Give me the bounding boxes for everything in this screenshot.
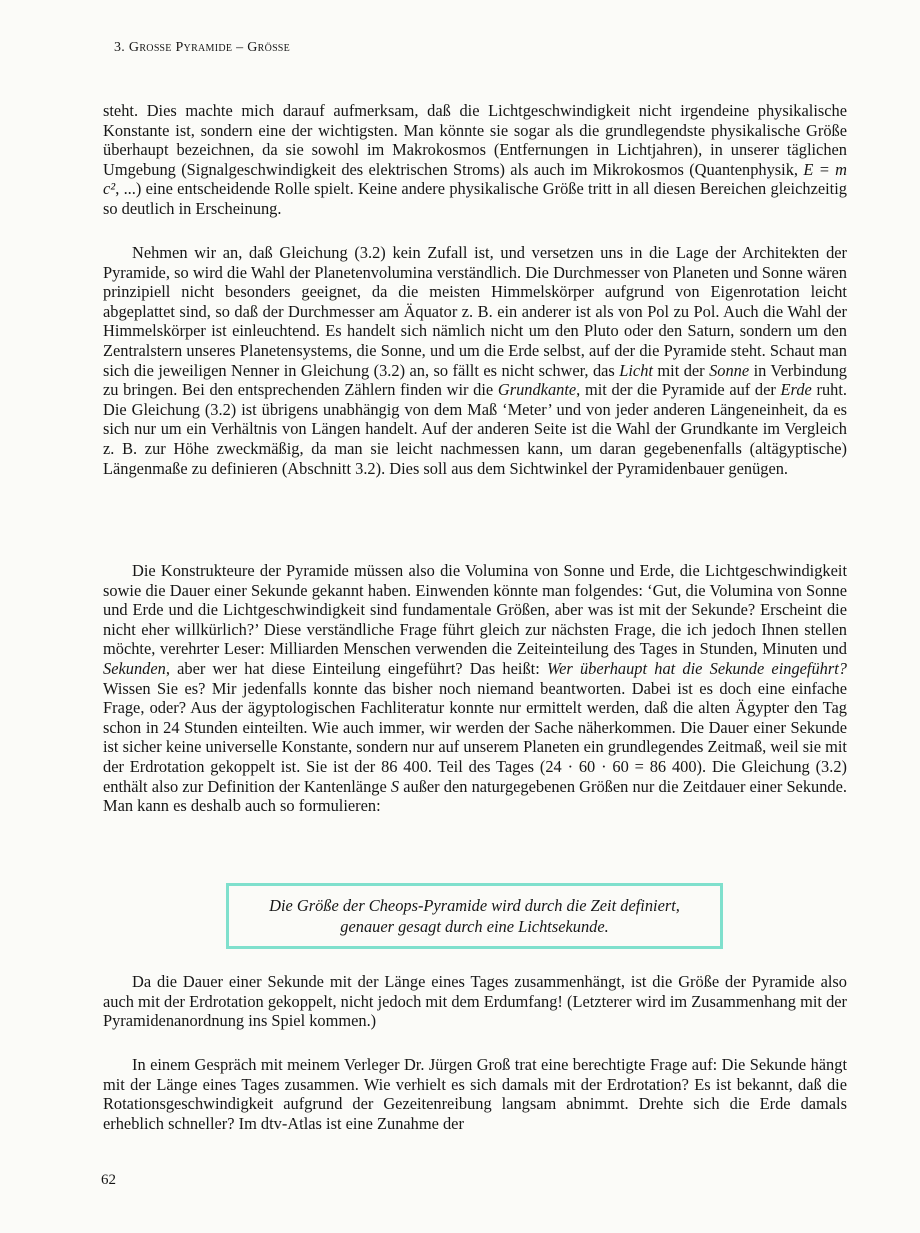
paragraph-3: Die Konstrukteure der Pyramide müssen also die Volumina von Sonne und Erde, die Lichtgeschwindigkeit sowie die Dauer einer Sekunde gekannt haben. Einwenden könnte man folgendes: ‘Gut, die Volumina von Sonne und Erde und die Lichtgeschwindigkeit sind fundamentale Größen, aber was ist mit der Sekunde? Erscheint die nicht eher willkürlich?’ Diese verständliche Frage führt gleich zur nächsten Frage, die ich jedoch Ihnen stellen möchte, verehrter Leser: Milliarden Menschen verwenden die Zeiteinteilung des Tages in Stunden, Minuten und Sekunden, aber wer hat diese Einteilung eingeführt? Das heißt: Wer überhaupt hat die Sekunde eingeführt? Wissen Sie es? Mir jedenfalls konnte das bisher noch niemand beantworten. Dabei ist es doch eine einfache Frage, oder? Aus der ägyptologischen Fachliteratur konnte nur ermittelt werden, daß die alten Ägypter den Tag schon in 24 Stunden einteilten. Wie auch immer, wir werden der Sache näherkommen. Die Dauer einer Sekunde ist sicher keine universelle Konstante, sondern nur auf unserem Planeten ein grundlegendes Zeitmaß, weil sie mit der Erdrotation gekoppelt ist. Sie ist der 86 400. Teil des Tages (24 · 60 · 60 = 86 400). Die Gleichung (3.2) enthält also zur Definition der Kantenlänge S außer den naturgegebenen Größen nur die Zeitdauer einer Sekunde. Man kann es deshalb auch so formulieren: bbox=[103, 561, 847, 816]
formula: E = m c² bbox=[103, 159, 847, 199]
highlight-line-1: Die Größe der Cheops-Pyramide wird durch die Zeit definiert, bbox=[269, 896, 680, 915]
section-title: Größe bbox=[247, 40, 290, 55]
paragraph-4: Da die Dauer einer Sekunde mit der Länge eines Tages zusammenhängt, ist die Größe der Pyramide also auch mit der Erdrotation gekoppelt, nicht jedoch mit dem Erdumfang! (Letzterer wird im Zusammenhang mit der Pyramidenanordnung ins Spiel kommen.) bbox=[103, 972, 847, 1031]
paragraph-5: In einem Gespräch mit meinem Verleger Dr. Jürgen Groß trat eine berechtigte Frage auf: Die Sekunde hängt mit der Länge eines Tages zusammen. Wie verhielt es sich damals mit der Erdrotation? Es ist bekannt, daß die Rotationsgeschwindigkeit aufgrund der Gezeitenreibung langsam abnimmt. Drehte sich die Erde damals erheblich schneller? Im dtv-Atlas ist eine Zunahme der bbox=[103, 1055, 847, 1133]
chapter-number: 3. bbox=[114, 40, 126, 55]
page-number: 62 bbox=[101, 1172, 116, 1188]
paragraph-2: Nehmen wir an, daß Gleichung (3.2) kein Zufall ist, und versetzen uns in die Lage der Architekten der Pyramide, so wird die Wahl der Planetenvolumina verständlich. Die Durchmesser von Planeten und Sonne wären prinzipiell nicht besonders geeignet, da die meisten Himmelskörper aufgrund von Eigenrotation leicht abgeplattet sind, so daß der Durchmesser am Äquator z. B. ein anderer ist als von Pol zu Pol. Auch die Wahl der Himmelskörper ist einleuchtend. Es handelt sich nämlich nicht um den Pluto oder den Saturn, sondern um den Zentralstern unseres Planetensystems, die Sonne, und um die Erde selbst, auf der die Pyramide steht. Schaut man sich die jeweiligen Nenner in Gleichung (3.2) an, so fällt es nicht schwer, das Licht mit der Sonne in Verbindung zu bringen. Bei den entsprechenden Zählern finden wir die Grundkante, mit der die Pyramide auf der Erde ruht. Die Gleichung (3.2) ist übrigens unabhängig von dem Maß ‘Meter’ und von jeder anderen Längeneinheit, da es sich nur um ein Verhältnis von Längen handelt. Auf der anderen Seite ist die Wahl der Grundkante im Vergleich z. B. zur Höhe zweckmäßig, da man sie leicht nachmessen kann, um daran gegebenenfalls (altägyptische) Längenmaße zu definieren (Abschnitt 3.2). Dies soll aus dem Sichtwinkel der Pyramidenbauer genügen. bbox=[103, 243, 847, 478]
highlight-line-2: genauer gesagt durch eine Lichtsekunde. bbox=[340, 917, 609, 936]
paragraph-1: steht. Dies machte mich darauf aufmerksam, daß die Lichtgeschwindigkeit nicht irgendeine physikalische Konstante ist, sondern eine der wichtigsten. Man könnte sie sogar als die grundlegendste physikalische Größe überhaupt bezeichnen, da sie sowohl im Makrokosmos (Entfernungen in Lichtjahren), in unserer täglichen Umgebung (Signalgeschwindigkeit des elektrischen Stroms) als auch im Mikrokosmos (Quantenphysik, E = m c², ...) eine entscheidende Rolle spielt. Keine andere physikalische Größe tritt in all diesen Bereichen gleichzeitig so deutlich in Erscheinung. bbox=[103, 101, 847, 218]
running-header bbox=[114, 40, 290, 56]
header-separator: – bbox=[236, 40, 244, 55]
highlight-box bbox=[226, 883, 723, 949]
chapter-title: Große Pyramide bbox=[128, 40, 233, 55]
